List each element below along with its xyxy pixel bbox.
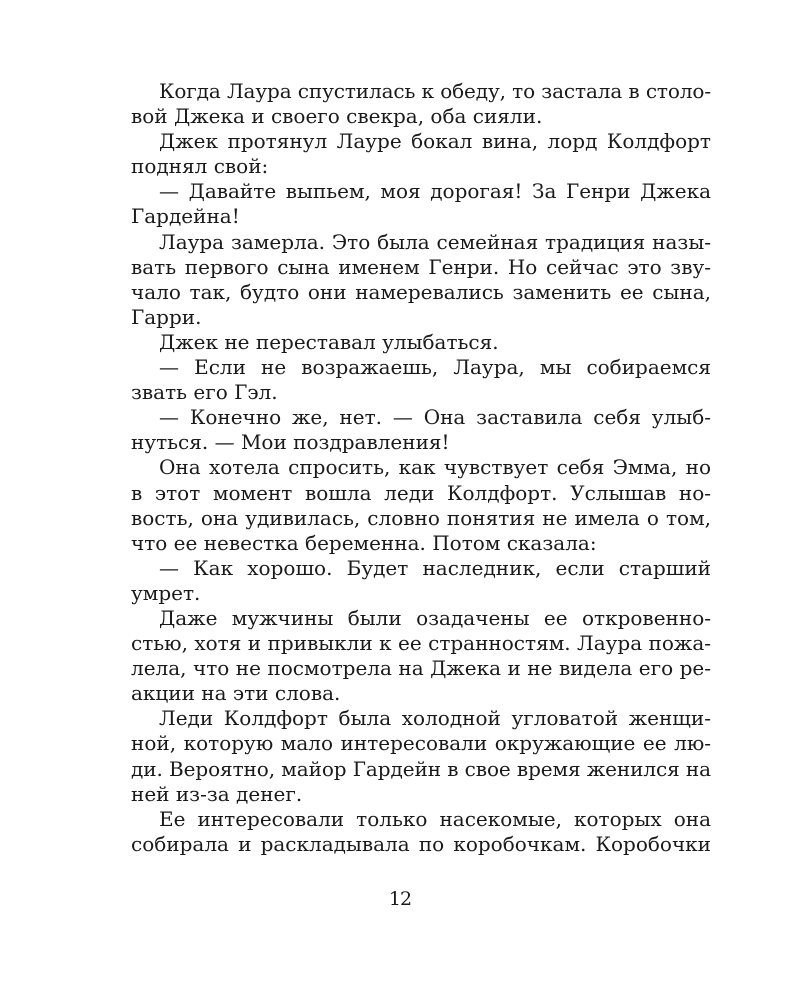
text-line: Когда Лаура спустилась к обеду, то застала в столо- — [159, 79, 712, 103]
text-line: Джек не переставал улыбаться. — [159, 329, 499, 354]
text-line: что ее невестка беременна. Потом сказала: — [131, 530, 597, 555]
text-line: вость, она удивилась, словно понятия не имела о том, — [131, 505, 711, 530]
text-line: умрет. — [131, 580, 201, 605]
text-line: поднял свой: — [131, 154, 269, 179]
paragraph — [131, 330, 711, 355]
text-line: вой Джека и своего свекра, оба сияли. — [131, 104, 543, 129]
paragraph — [131, 230, 711, 330]
text-line: Гарри. — [131, 304, 202, 329]
text-line: в этот момент вошла леди Колдфорт. Услышав но- — [131, 480, 711, 505]
text-line: ди. Вероятно, майор Гардейн в свое время женился на — [131, 756, 711, 781]
paragraph — [131, 606, 711, 706]
text-line: вать первого сына именем Генри. Но сейчас это зву- — [131, 254, 711, 279]
text-line: — Как хорошо. Будет наследник, если старший — [159, 555, 711, 580]
paragraph — [131, 79, 711, 129]
text-line: стью, хотя и привыкли к ее странностям. Лаура пожа- — [131, 631, 711, 656]
paragraph — [131, 807, 711, 857]
text-line: звать его Гэл. — [131, 380, 278, 405]
text-line: акции на эти слова. — [131, 681, 341, 706]
paragraph — [131, 455, 711, 555]
text-line: Джек протянул Лауре бокал вина, лорд Колдфорт — [159, 129, 711, 154]
text-line: Леди Колдфорт была холодной угловатой женщи- — [159, 706, 711, 731]
text-line: Даже мужчины были озадачены ее откровенно- — [159, 605, 711, 630]
text-line: — Давайте выпьем, моя дорогая! За Генри Джека — [159, 179, 711, 204]
paragraph — [131, 129, 711, 179]
text-line: ней из-за денег. — [131, 781, 303, 806]
text-line: ной, которую мало интересовали окружающие ее лю- — [131, 731, 711, 756]
book-page-body — [131, 79, 711, 857]
text-line: нуться. — Мои поздравления! — [131, 430, 450, 455]
paragraph — [131, 556, 711, 606]
text-line: Ее интересовали только насекомые, которых она — [159, 806, 711, 831]
text-line: Она хотела спросить, как чувствует себя Эмма, но — [159, 455, 711, 480]
paragraph — [131, 405, 711, 455]
paragraph — [131, 179, 711, 229]
paragraph — [131, 706, 711, 806]
text-line: чало так, будто они намеревались заменить ее сына, — [131, 279, 711, 304]
text-line: Лаура замерла. Это была семейная традиция назы- — [159, 229, 711, 254]
text-line: лела, что не посмотрела на Джека и не видела его ре- — [131, 656, 711, 681]
text-line: собирала и раскладывала по коробочкам. Коробочки — [131, 831, 711, 856]
page-number: 12 — [388, 888, 412, 910]
paragraph — [131, 355, 711, 405]
text-line: — Конечно же, нет. — Она заставила себя улыб- — [159, 405, 711, 430]
text-line: — Если не возражаешь, Лаура, мы собираемся — [159, 355, 711, 380]
text-line: Гардейна! — [131, 204, 240, 229]
